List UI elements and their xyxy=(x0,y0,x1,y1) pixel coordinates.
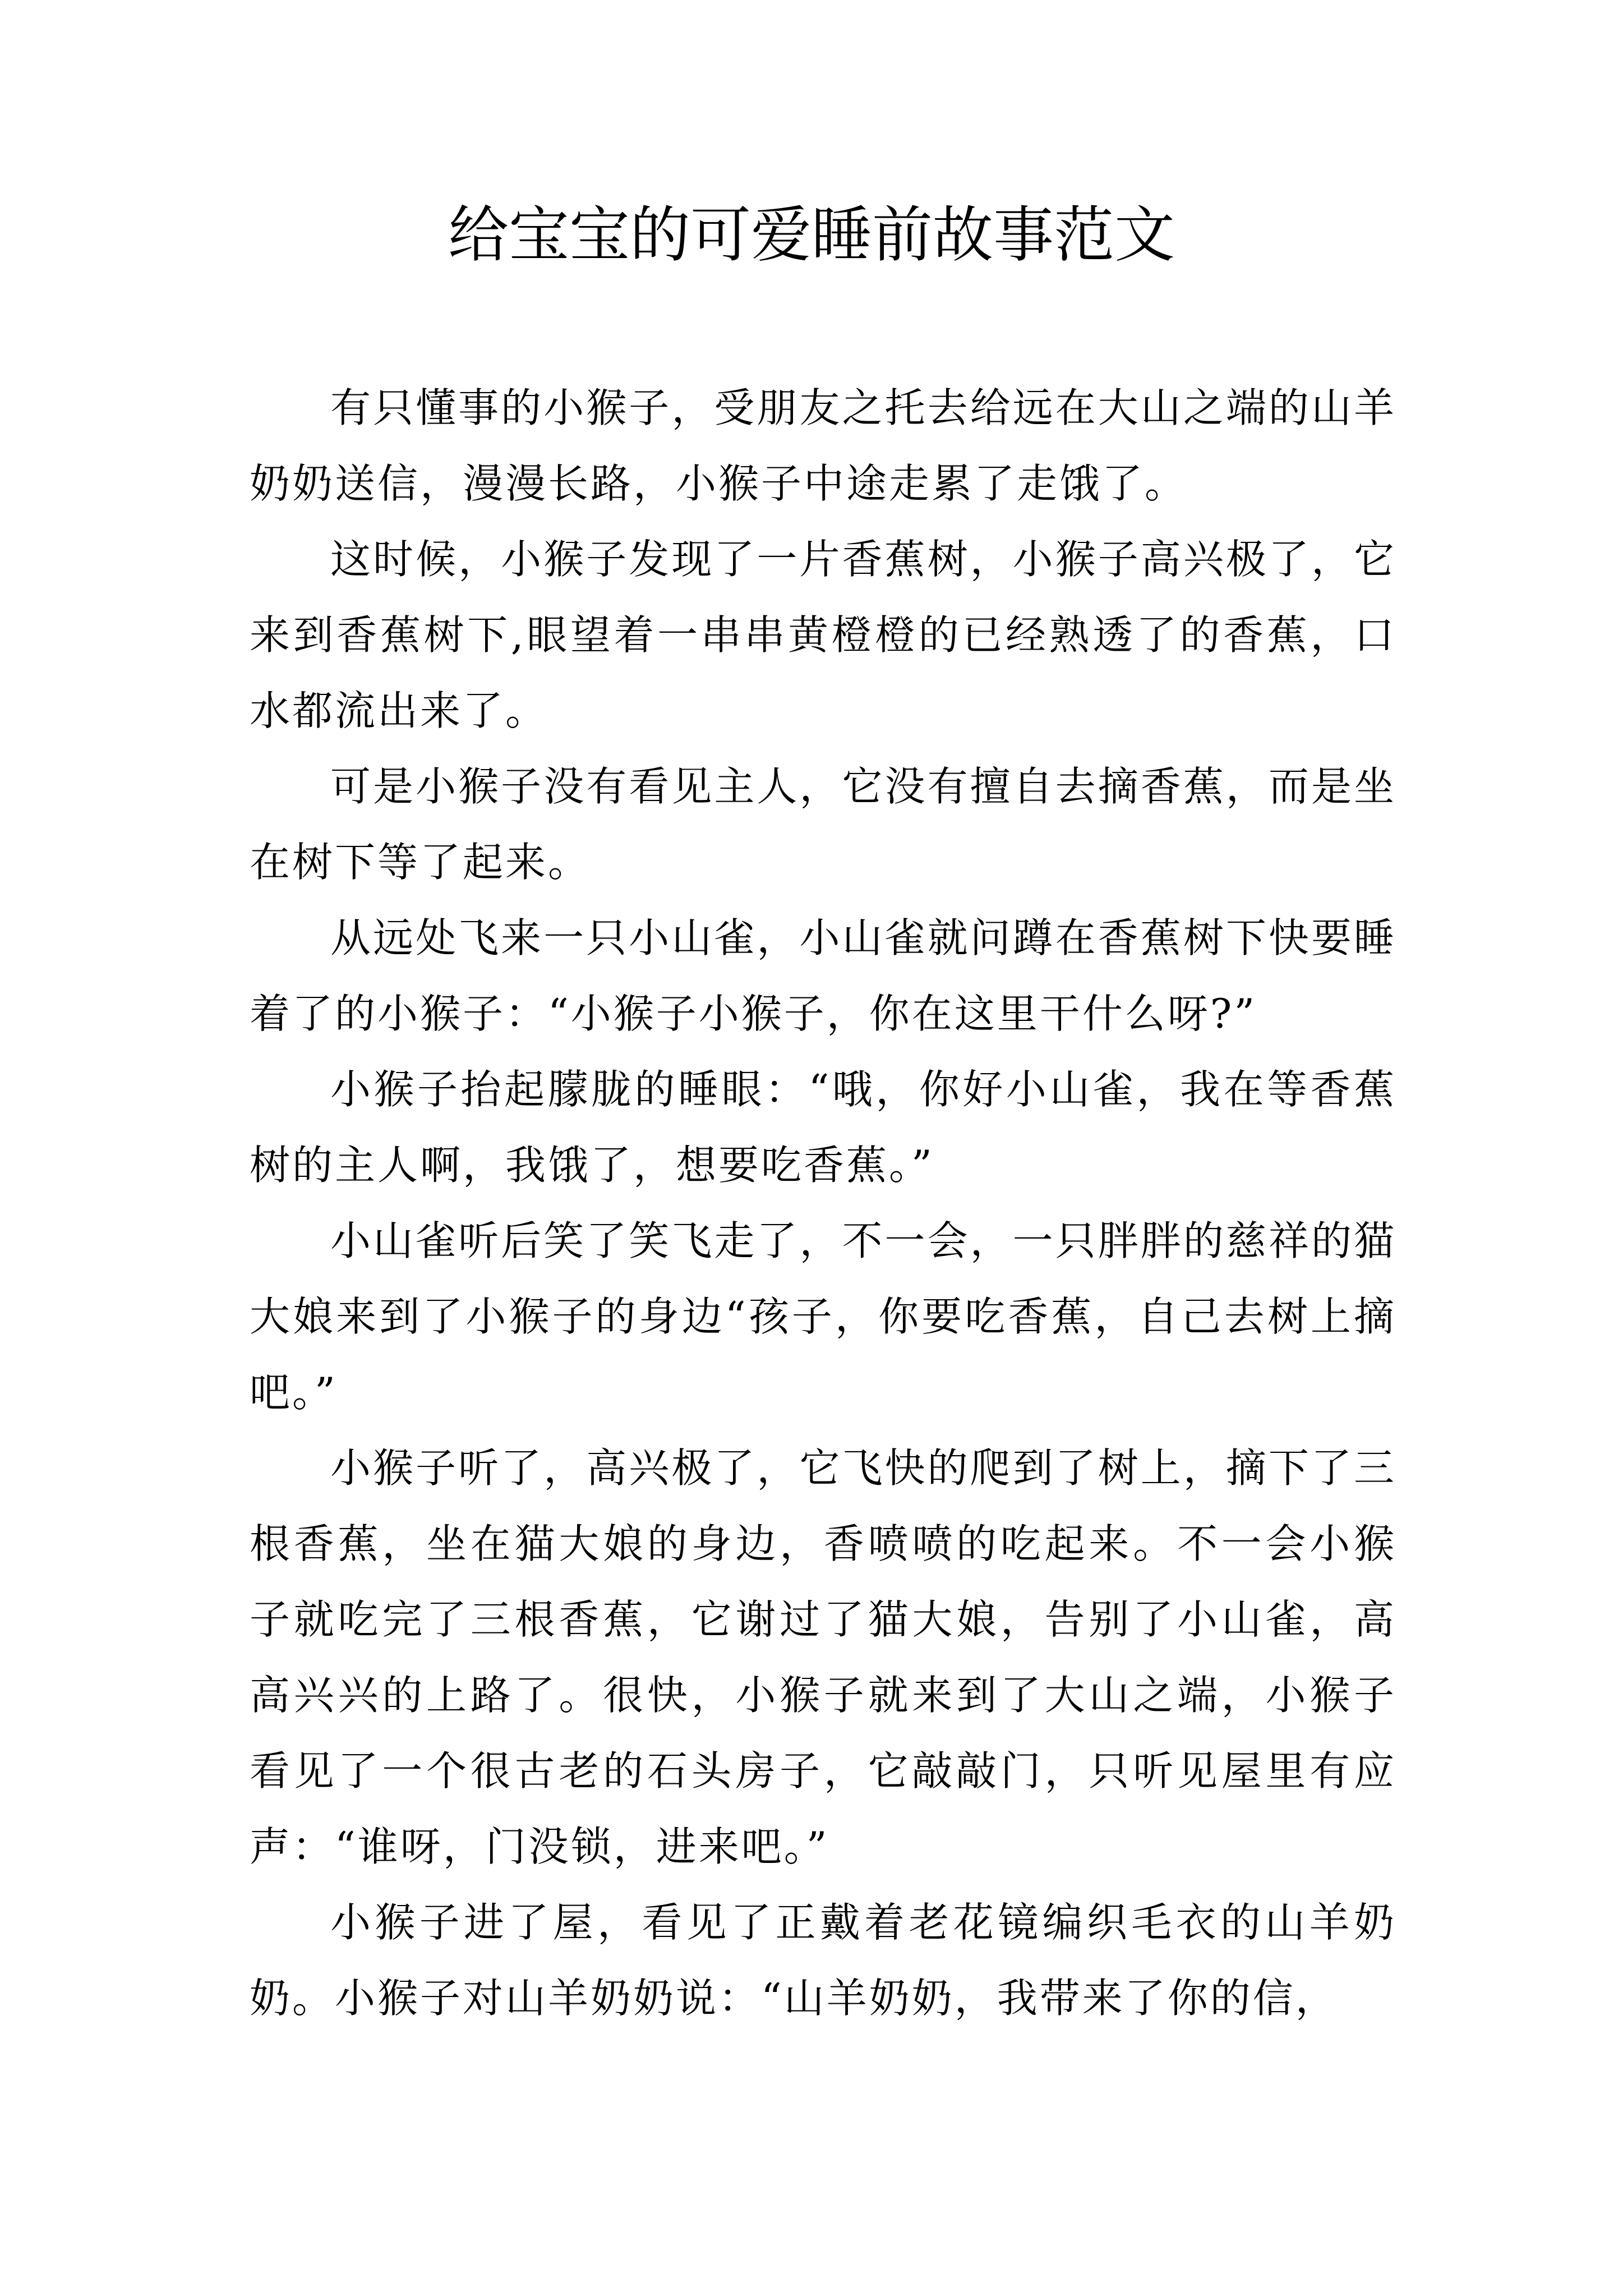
paragraph-3: 可是小猴子没有看见主人，它没有擅自去摘香蕉，而是坐在树下等了起来。 xyxy=(250,763,1396,886)
paragraph-7: 小猴子听了，高兴极了，它飞快的爬到了树上，摘下了三根香蕉，坐在猫大娘的身边，香喷喷的吃起来。不一会小猴子就吃完了三根香蕉，它谢过了猫大娘，告别了小山雀，高高兴兴的上路了。很快，小猴子就来到了大山之端，小猴子看见了一个很古老的石头房子，它敲敲门，只听见屋里有应声：“谁呀，门没锁，进来吧。” xyxy=(250,1444,1396,1870)
document-body xyxy=(250,370,1396,2036)
paragraph-8: 小猴子进了屋，看见了正戴着老花镜编织毛衣的山羊奶奶。小猴子对山羊奶奶说：“山羊奶奶，我带来了你的信， xyxy=(250,1899,1396,2022)
paragraph-4: 从远处飞来一只小山雀，小山雀就问蹲在香蕉树下快要睡着了的小猴子：“小猴子小猴子，你在这里干什么呀?” xyxy=(250,914,1396,1037)
paragraph-5: 小猴子抬起朦胧的睡眼：“哦，你好小山雀，我在等香蕉树的主人啊，我饿了，想要吃香蕉。” xyxy=(250,1066,1396,1189)
paragraph-1: 有只懂事的小猴子，受朋友之托去给远在大山之端的山羊奶奶送信，漫漫长路，小猴子中途走累了走饿了。 xyxy=(250,384,1396,507)
paragraph-2: 这时候，小猴子发现了一片香蕉树，小猴子高兴极了，它来到香蕉树下,眼望着一串串黄橙橙的已经熟透了的香蕉，口水都流出来了。 xyxy=(250,536,1396,734)
paragraph-6: 小山雀听后笑了笑飞走了，不一会，一只胖胖的慈祥的猫大娘来到了小猴子的身边“孩子，你要吃香蕉，自己去树上摘吧。” xyxy=(250,1217,1396,1416)
document-title: 给宝宝的可爱睡前故事范文 xyxy=(448,200,1175,270)
